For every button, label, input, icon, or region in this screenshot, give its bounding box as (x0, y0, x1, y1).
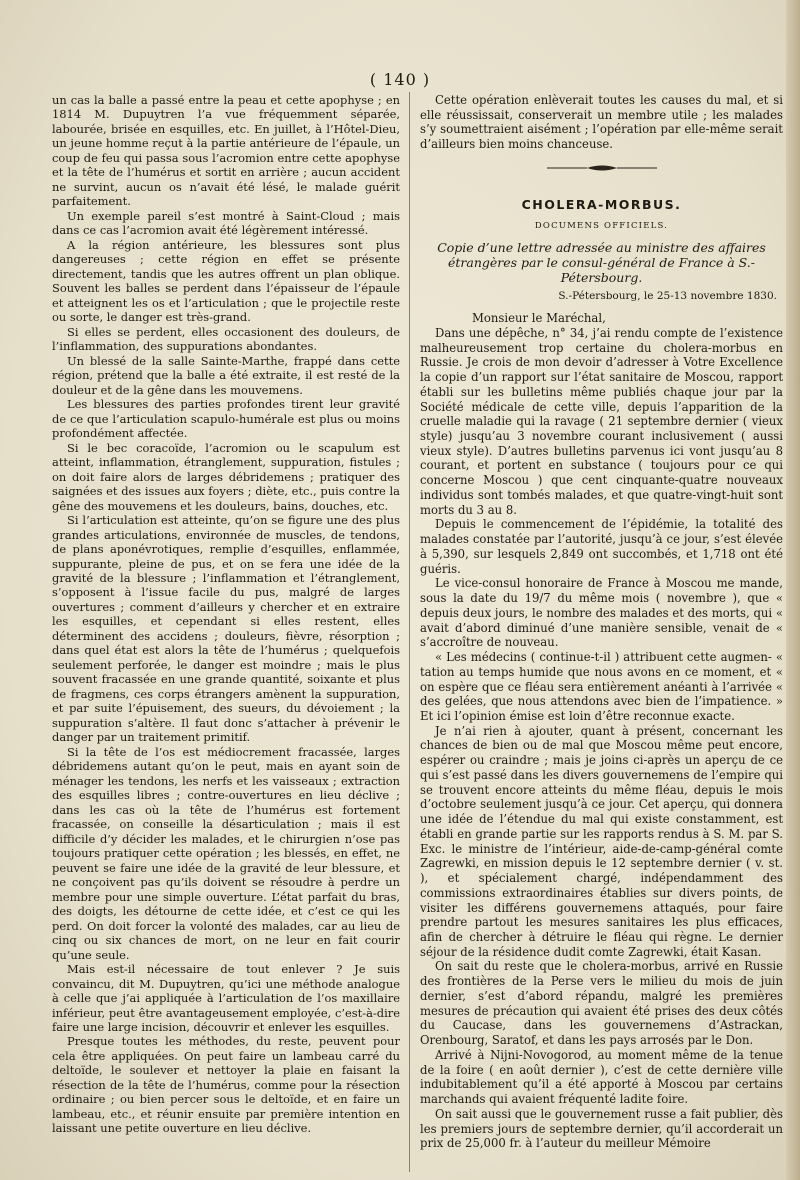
section-subheading: DOCUMENS OFFICIELS. (534, 220, 669, 231)
paragraph: Depuis le commencement de l’épidémie, la totalité des malades constatée par l’autorité, jusqu’à ce jour, s’est élevée à 5,390, sur lesquels 2,849 ont succombés, et 1,718 ont été guéris. (420, 517, 783, 576)
paragraph: Je n’ai rien à ajouter, quant à présent, concernant les chances de bien ou de mal que Moscou même peut encore, espérer ou craindre ; mais je joins ci-après un aperçu de ce qui s’est passé dans les divers gouvernemens de l’empire qui se trouvent encore atteints du même fléau, depuis le mois d’octobre seulement jusqu’à ce jour. Cet aperçu, qui donnera une idée de l’étendue du mal qui existe constamment, est établi en grande partie sur les rapports rendus à S. M. par S. Exc. le ministre de l’intérieur, aide-de-camp-général comte Zagrewki, en mission depuis le 12 septembre dernier ( v. st. ), et spécialement chargé, indépendamment des commissions extraordinaires établies sur divers points, de visiter les différens gouvernemens attaqués, pour faire prendre partout les mesures sanitaires les plus efficaces, afin de chercher à détruire le fléau qui règne. Le dernier séjour de la résidence dudit comte Zagrewki, était Kasan. (420, 723, 783, 959)
paragraph: Mais est-il nécessaire de tout enlever ? Je suis convaincu, dit M. Dupuytren, qu’ici une méthode analogue à celle que j’ai appliquée à l’articulation de l’os maxillaire inférieur, peut être avantageusement employée, c’est-à-dire faire une large incision, découvrir et enlever les esquilles. (52, 962, 400, 1034)
paragraph: Si elles se perdent, elles occasionent des douleurs, de l’inflammation, des suppurations abondantes. (52, 324, 400, 354)
letter-title: Copie d’une lettre adressée au ministre des affaires étrangères par le consul-général de France à S.-Pétersbourg. (437, 240, 766, 286)
dateline: S.-Pétersbourg, le 25-13 novembre 1830. (558, 290, 777, 303)
paragraph: un cas la balle a passé entre la peau et cette apophyse ; en 1814 M. Dupuytren l’a vue fréquemment séparée, labourée, brisée en esquilles, etc. En juillet, à l’Hôtel-Dieu, un jeune homme reçut à la partie antérieure de l’épaule, un coup de feu qui passa sous l’acromion entre cette apophyse et la tête de l’humérus et sortit en arrière ; aucun accident ne survint, aucun os n’avait été lésé, le malade guérit parfaitement. (52, 93, 400, 209)
paragraph: Les blessures des parties profondes tirent leur gravité de ce que l’articulation scapulo-humérale est plus ou moins profondément affectée. (52, 397, 400, 441)
paragraph: Un blessé de la salle Sainte-Marthe, frappé dans cette région, prétend que la balle a été extraite, il est resté de la douleur et de la gêne dans les mouvemens. (52, 353, 400, 397)
right-column (420, 93, 783, 1151)
intro-paragraph: Cette opération enlèverait toutes les causes du mal, et si elle réussissait, conserverait un membre utile ; les malades s’y soumettraient aisément ; l’opération par elle-même serait d’ailleurs bien moins chanceuse. (420, 93, 783, 152)
salutation: Monsieur le Maréchal, (472, 311, 606, 326)
paragraph: On sait du reste que le cholera-morbus, arrivé en Russie des frontières de la Perse vers le milieu du mois de juin dernier, s’est d’abord répandu, malgré les premières mesures de précaution qui avaient été prises des deux côtés du Caucase, dans les gouvernemens d’Astrackan, Orenbourg, Saratof, et dans les pays arrosés par le Don. (420, 959, 783, 1048)
paragraph: A la région antérieure, les blessures sont plus dangereuses ; cette région en effet se présente directement, tandis que les autres offrent un plan oblique. Souvent les balles se perdent dans l’épaisseur de l’épaule et atteignent les os et l’articulation ; que le projectile reste ou sorte, le danger est très-grand. (52, 237, 400, 325)
section-heading: CHOLERA-MORBUS. (521, 196, 682, 212)
paragraph: Si le bec coracoïde, l’acromion ou le scapulum est atteint, inflammation, étranglement, suppuration, fistules ; on doit faire alors de larges débridemens ; pratiquer des saignées et des issues aux foyers ; diète, etc., puis contre la gêne des mouvemens et les douleurs, bains, douches, etc. (52, 440, 400, 513)
paragraph: Le vice-consul honoraire de France à Moscou me mande, sous la date du 19/7 du même mois ( novembre ), que « depuis deux jours, le nombre des malades et des morts, qui « avait d’abord diminué d’une manière sensible, venait de « s’accroître de nouveau. (420, 576, 783, 650)
paragraph: Arrivé à Nijni-Novogorod, au moment même de la tenue de la foire ( en août dernier ), c’est de cette dernière ville indubitablement qu’il a été apporté à Moscou par certains marchands qui avaient fréquenté ladite foire. (420, 1047, 783, 1107)
paragraph: Presque toutes les méthodes, du reste, peuvent pour cela être appliquées. On peut faire un lambeau carré du deltoïde, le soulever et nettoyer la plaie en faisant la résection de la tête de l’humérus, comme pour la résection ordinaire ; ou bien percer sous le deltoïde, et en faire un lambeau, etc., et réunir ensuite par première intention en laissant une petite ouverture en lieu déclive. (52, 1034, 400, 1136)
paragraph: « Les médecins ( continue-t-il ) attribuent cette augmen- « tation au temps humide que nous avons en ce moment, et « on espère que ce fléau sera entièrement anéanti à l’arrivée « des gelées, que nous attendons avec bien de l’impatience. » Et ici l’opinion émise est loin d’être reconnue exacte. (420, 650, 783, 723)
paragraph: Un exemple pareil s’est montré à Saint-Cloud ; mais dans ce cas l’acromion avait été légèrement intéressé. (52, 208, 400, 238)
paragraph: Si l’articulation est atteinte, qu’on se figure une des plus grandes articulations, environnée de muscles, de tendons, de plans aponévrotiques, remplie d’esquilles, enflammée, suppurante, pleine de pus, et on se fera une idée de la gravité de la blessure ; l’inflammation et l’étranglement, s’opposent à l’issue facile du pus, malgré de larges ouvertures ; comment d’ailleurs y chercher et en extraire les esquilles, et cependant si elles restent, elles déterminent des accidens ; douleurs, fièvre, résorption ; dans quel état est alors la tête de l’humérus ; quelquefois seulement perforée, le danger est moindre ; mais le plus souvent fracassée en une grande quantité, soixante et plus de fragmens, ces corps étrangers amènent la suppuration, et par suite l’épuisement, des sueurs, du dévoiement ; la suppuration s’altère. Il faut donc s’attacher à prévenir le danger par un traitement primitif. (52, 513, 400, 745)
column-divider (409, 92, 410, 1172)
paragraph: Dans une dépêche, n° 34, j’ai rendu compte de l’existence malheureusement trop certaine du cholera-morbus en Russie. Je crois de mon devoir d’adresser à Votre Excellence la copie d’un rapport sur l’état sanitaire de Moscou, rapport établi sur les bulletins même publiés chaque jour par la Société médicale de cette ville, depuis l’apparition de la cruelle maladie qui la ravage ( 21 septembre dernier ( vieux style) jusqu’au 3 novembre courant inclusivement ( aussi vieux style). D’autres bulletins parvenus ici vont jusqu’au 8 courant, et portent en substance ( toujours pour ce qui concerne Moscou ) que cent cinquante-quatre nouveaux individus sont tombés malades, et que quatre-vingt-huit sont morts du 3 au 8. (420, 325, 783, 517)
ornament-rule (547, 164, 657, 172)
paragraph: On sait aussi que le gouvernement russe a fait publier, dès les premiers jours de septembre dernier, qu’il accorderait un prix de 25,000 fr. à l’auteur du meilleur Mémoire (420, 1106, 783, 1151)
paragraph: Si la tête de l’os est médiocrement fracassée, larges débridemens autant qu’on le peut, mais en ayant soin de ménager les tendons, les nerfs et les vaisseaux ; extraction des esquilles libres ; contre-ouvertures en lieu déclive ; dans les cas où la tête de l’humérus est fortement fracassée, on conseille la désarticulation ; mais il est difficile d’y décider les malades, et le chirurgien n’ose pas toujours pratiquer cette opération ; les blessés, en effet, ne peuvent se faire une idée de la gravité de leur blessure, et ne conçoivent pas qu’ils doivent se résoudre à perdre un membre pour une simple ouverture. L’état parfait du bras, des doigts, les détourne de cette idée, et c’est ce qui les perd. On doit forcer la volonté des malades, car au lieu de cinq ou six chances de mort, on ne leur en fait courir qu’une seule. (52, 744, 400, 962)
left-column (52, 93, 400, 1136)
page-number: ( 140 ) (369, 70, 431, 89)
page-edge (786, 0, 800, 1180)
